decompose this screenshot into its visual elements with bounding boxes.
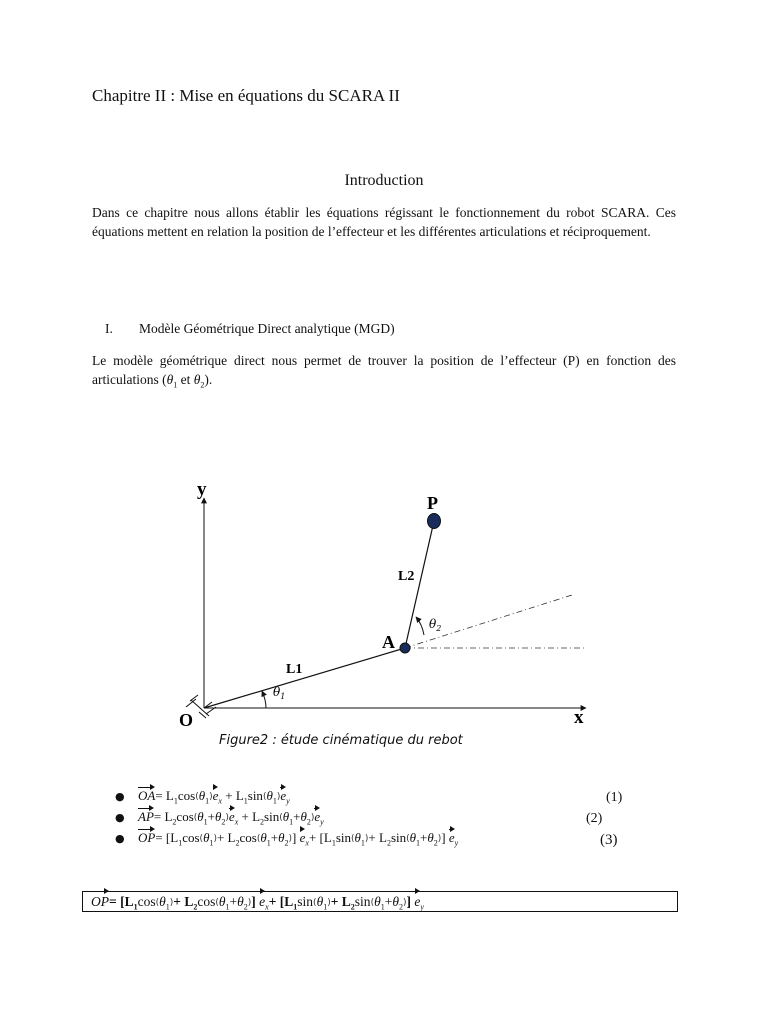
- intro-paragraph: Dans ce chapitre nous allons établir les équations régissant le fonctionnement du robot SCARA. Ces équations mettent en relation la position de l’effecteur et les différentes articulations et réciproquement.: [92, 205, 676, 239]
- boxed-result-equation: $OP= [L_1\cos(\theta_1)+ L_2\cos(\theta_1+\theta_2)]$ $e_x+ [L_1\sin(\theta_1)+ L_2\sin(\theta_1+\theta_2)]$ $e_y$: [82, 891, 678, 912]
- intro-heading: Introduction: [344, 172, 424, 189]
- link-l2-label: L2: [398, 569, 415, 584]
- link-l1: [204, 648, 405, 708]
- section-number: I.: [105, 321, 113, 336]
- point-a-label: A: [382, 632, 395, 652]
- bullet-icon: ●: [115, 811, 125, 824]
- mgd-paragraph: Le modèle géométrique direct nous permet de trouver la position de l’effecteur (P) en fonction des articulations ($\theta_1$ et $\theta_2$).: [92, 353, 676, 390]
- y-axis-label: y: [197, 479, 207, 500]
- origin-label: O: [179, 710, 194, 730]
- theta2-arc: [416, 617, 424, 635]
- x-axis-label: x: [574, 707, 584, 728]
- theta2-label: $\theta_2$: [429, 617, 442, 633]
- section-title: Modèle Géométrique Direct analytique (MGD): [139, 321, 395, 336]
- point-a: [400, 643, 410, 653]
- figure-caption: Figure2 : étude cinématique du rebot: [219, 733, 463, 748]
- equation-1: ● $OA= L_1\cos(\theta_1)e_x + L_1\sin(\theta_1)e_y$: [115, 788, 290, 806]
- link-l1-label: L1: [286, 662, 303, 677]
- point-p: [428, 514, 441, 529]
- equation-3-number: (3): [600, 832, 618, 848]
- point-p-label: P: [427, 493, 438, 513]
- bullet-icon: ●: [115, 790, 125, 803]
- theta1-label: $\theta_1$: [273, 685, 286, 701]
- theta1-arc: [262, 691, 266, 708]
- equation-2: ● $AP= L_2\cos(\theta_1+\theta_2)e_x + L_2\sin(\theta_1+\theta_2)e_y$: [115, 809, 324, 827]
- equation-3: ● $OP= [L_1\cos(\theta_1)+ L_2\cos(\theta_1+\theta_2)]$ $e_x+ [L_1\sin(\theta_1)+ L_2\sin(\theta_1+\theta_2)]$ $e_y$: [115, 830, 459, 848]
- chapter-title: Chapitre II : Mise en équations du SCARA II: [92, 86, 400, 105]
- bullet-icon: ●: [115, 832, 125, 845]
- equation-1-number: (1): [606, 790, 623, 805]
- equation-2-number: (2): [586, 811, 603, 826]
